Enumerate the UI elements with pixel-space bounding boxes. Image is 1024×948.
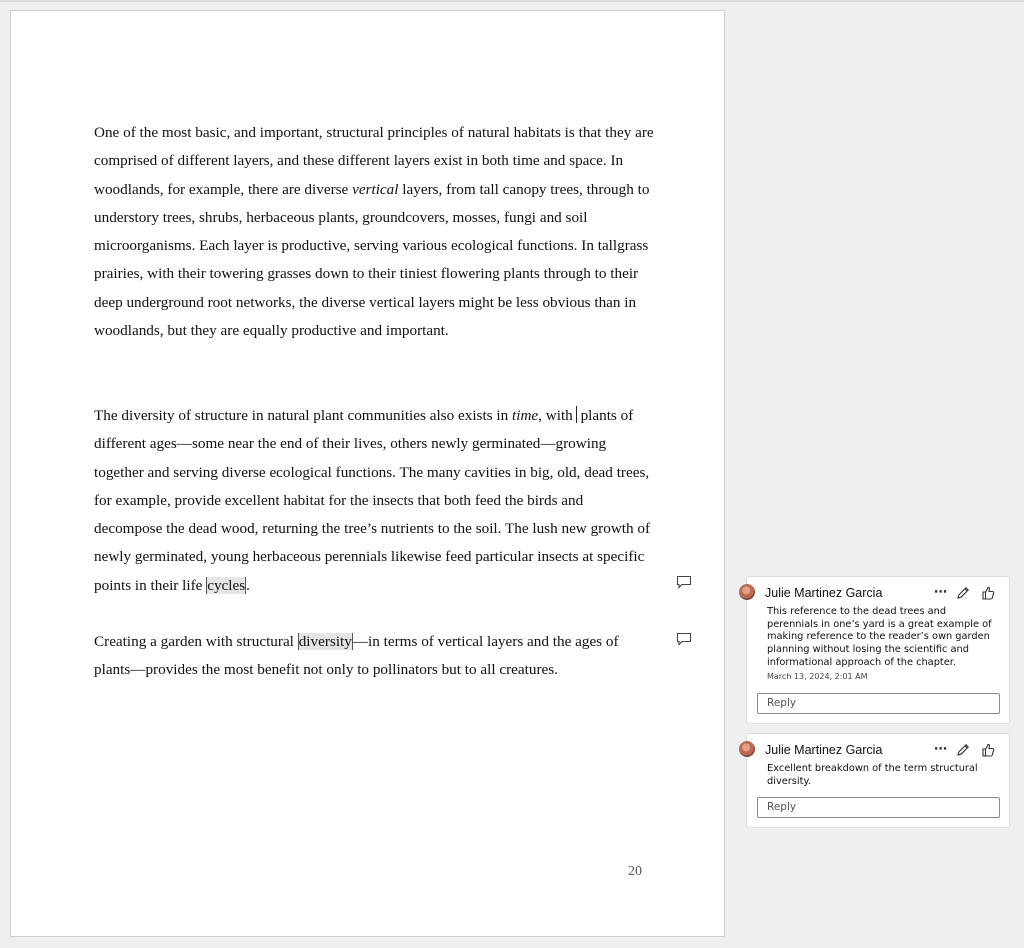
comment-timestamp: March 13, 2024, 2:01 AM: [767, 672, 868, 681]
comment-card[interactable]: [746, 733, 1010, 828]
document-page[interactable]: [10, 10, 725, 937]
window-top-edge: [0, 0, 1024, 2]
paragraph-2-body: plants of different ages—some near the end of their lives, others newly germinated—growing together and serving diverse ecological functions. The many cavities in big, old, dead trees, for example, provide excellent habitat for the insects that both feed the birds and decompose the dead wood, returning the tree’s nutrients to the soil. The lush new growth of newly germinated, young herbaceous perennials likewise feed particular insects at specific points in their life: [94, 407, 651, 594]
text-cursor: [576, 406, 577, 423]
paragraph-3-start: Creating a garden with structural: [94, 633, 298, 650]
paragraph-2-start: The diversity of structure in natural plant communities also exists in: [94, 407, 512, 424]
italic-time: time: [512, 407, 539, 424]
comment-marker-icon[interactable]: [676, 575, 692, 589]
avatar: [739, 741, 755, 757]
comment-text: Excellent breakdown of the term structural diversity.: [767, 763, 978, 787]
comment-marker-icon[interactable]: [676, 632, 692, 646]
paragraph-1[interactable]: [94, 119, 654, 345]
paragraph-1-text-end: layers, from tall canopy trees, through to understory trees, shrubs, herbaceous plants, groundcovers, mosses, fungi and soil microorganisms. Each layer is productive, serving various ecological functions. In tallgrass prairies, with their towering grasses down to their tiniest flowering plants through to their deep underground root networks, the diverse vertical layers might be less obvious than in woodlands, but they are equally productive and important.: [94, 180, 650, 340]
reply-input[interactable]: Reply: [757, 693, 1000, 714]
comment-card[interactable]: [746, 576, 1010, 724]
paragraph-3-end: —in terms of vertical layers and the ages of plants—provides the most benefit not only to pollinators but to all creatures.: [94, 633, 619, 679]
comment-text: This reference to the dead trees and perennials in one’s yard is a great example of making reference to the reader’s own garden planning without losing the scientific and informational approach of the chapter.: [767, 606, 992, 668]
pencil-icon[interactable]: [955, 585, 971, 601]
comment-author: Julie Martinez Garcia: [765, 586, 883, 600]
avatar: [739, 584, 755, 600]
more-options-icon[interactable]: ⋯: [934, 585, 946, 600]
more-options-icon[interactable]: ⋯: [934, 742, 946, 757]
paragraph-2[interactable]: [94, 402, 654, 600]
comment-author: Julie Martinez Garcia: [765, 743, 883, 757]
paragraph-2-period: .: [246, 576, 250, 594]
paragraph-1-text: One of the most basic, and important, structural principles of natural habitats is that they are comprised of different layers, and these different layers exist in both time and space. In woodlands, for example, there are diverse: [94, 124, 654, 198]
reply-input[interactable]: Reply: [757, 797, 1000, 818]
italic-vertical: vertical: [352, 180, 399, 198]
thumbs-up-icon[interactable]: [980, 585, 996, 601]
paragraph-2-after-italic: , with: [538, 407, 573, 424]
thumbs-up-icon[interactable]: [980, 742, 996, 758]
paragraph-3[interactable]: [94, 628, 654, 685]
comment-anchor-diversity[interactable]: diversity: [298, 633, 352, 650]
comment-anchor-cycles[interactable]: cycles: [207, 576, 246, 594]
pencil-icon[interactable]: [955, 742, 971, 758]
page-number: 20: [628, 864, 642, 879]
